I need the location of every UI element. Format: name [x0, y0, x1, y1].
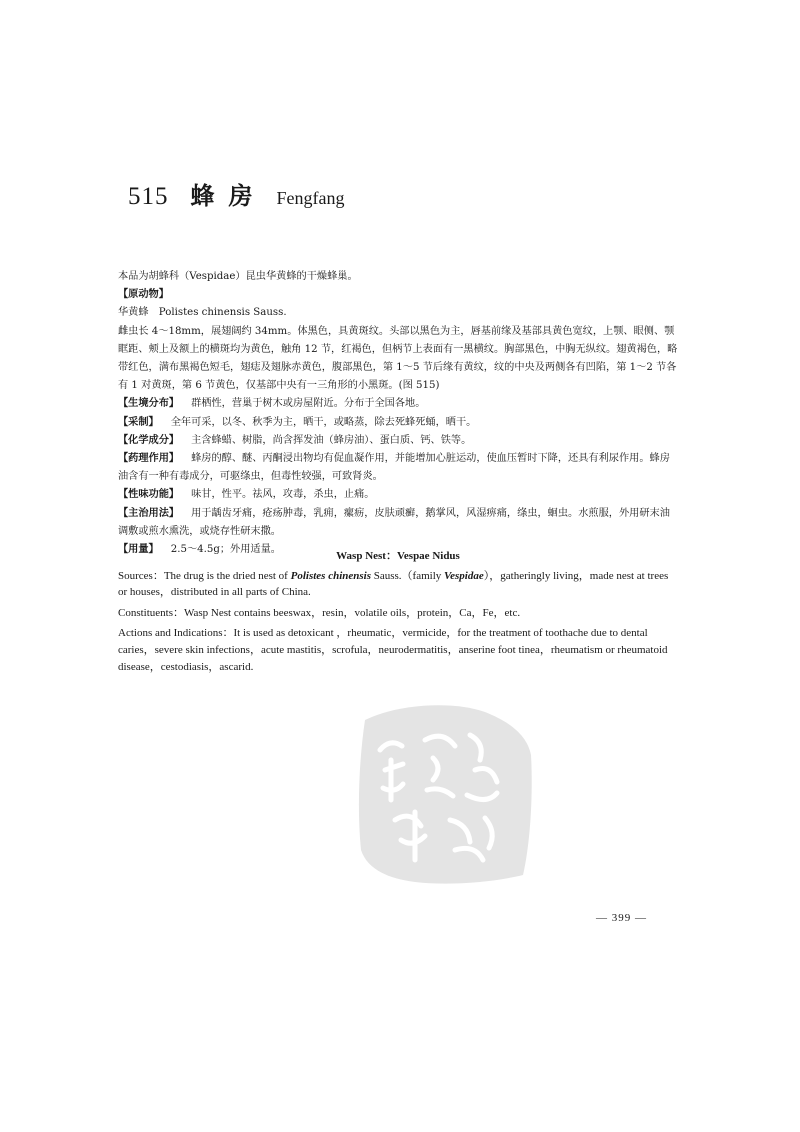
species-latin: Polistes chinensis	[290, 569, 371, 582]
pharmacology-section	[118, 450, 678, 486]
english-title: Wasp Nest：Vespae Nidus	[336, 550, 460, 562]
chemistry-text: 主含蜂蜡、树脂，尚含挥发油（蜂房油）、蛋白质、钙、铁等。	[191, 434, 472, 446]
collection-text: 全年可采，以冬、秋季为主，晒干，或略蒸，除去死蜂死蛹，晒干。	[170, 416, 477, 428]
family-latin: Vespidae	[444, 569, 484, 582]
english-sources: Sources：The drug is the dried nest of Polistes chinensis Sauss.（family Vespidae），gatheringly living，made nest at trees or houses，distributed in all parts of China.	[118, 569, 669, 599]
nature-label: 【性味功能】	[118, 489, 180, 501]
species-line: 华黄蜂 Polistes chinensis Sauss.	[118, 307, 287, 319]
entry-number: 515	[128, 183, 169, 210]
pharmacology-label: 【药理作用】	[118, 453, 180, 465]
collection-section	[118, 414, 678, 432]
indications-section	[118, 505, 678, 541]
indications-text: 用于龋齿牙痛，疮疡肿毒，乳痈，瘰疬，皮肤顽癣，鹅掌风，风湿痹痛，绦虫，蛔虫。水煎服，外用研末油调敷或煎水熏洗，或烧存性研末撒。	[118, 507, 670, 537]
page-number: — 399 —	[596, 912, 647, 924]
origin-label: 【原动物】	[118, 289, 169, 301]
collection-label: 【采制】	[118, 416, 159, 428]
dosage-text: 2.5～4.5g；外用适量。	[170, 544, 281, 556]
english-constituents: Constituents：Wasp Nest contains beeswax，resin，volatile oils，protein，Ca，Fe，etc.	[118, 606, 521, 619]
drug-name-chinese: 蜂房	[190, 182, 267, 210]
english-actions: Actions and Indications：It is used as detoxicant ，rheumatic，vermicide，for the treatment of toothache due to dental caries，severe skin infections，acute mastitis，scrofula，neurodermatitis，anserine foot tinea，rheumatism or rheumatoid disease，cestodiasis，ascarid.	[118, 627, 668, 673]
monograph-title	[128, 176, 344, 211]
chinese-text-block	[118, 268, 678, 559]
animal-description: 雌虫长 4～18mm，展翅阔约 34mm。体黑色，具黄斑纹。头部以黑色为主，唇基前缘及基部具黄色宽纹，上颚、眼侧、颚眶距、颊上及额上的横斑均为黄色，触角 12 节，红褐色，但柄节上表面有一黑横纹。胸部黑色，中胸无纵纹。翅黄褐色，略带红色，满布黑褐色短毛，翅痣及翅脉赤黄色，腹部黑色，第 1～5 节后缘有黄纹，纹的中央及两侧各有凹陷，第 1～2 节各有 1 对黄斑，第 6 节黄色，仅基部中央有一三角形的小黑斑。(图 515)	[118, 325, 678, 392]
indications-label: 【主治用法】	[118, 507, 180, 519]
seal-stamp-watermark	[355, 700, 535, 890]
nature-section	[118, 486, 678, 504]
pharmacology-text: 蜂房的醇、醚、丙酮浸出物均有促血凝作用，并能增加心脏运动，使血压暂时下降，还具有利尿作用。蜂房油含有一种有毒成分，可驱绦虫，但毒性较强，可致肾炎。	[118, 453, 670, 483]
english-summary	[118, 548, 678, 679]
chemistry-section	[118, 432, 678, 450]
habitat-section	[118, 395, 678, 413]
habitat-text: 群栖性，营巢于树木或房屋附近。分布于全国各地。	[191, 398, 426, 410]
chemistry-label: 【化学成分】	[118, 434, 180, 446]
nature-text: 味甘，性平。祛风，攻毒，杀虫，止痛。	[191, 489, 375, 501]
habitat-label: 【生境分布】	[118, 398, 180, 410]
intro-text: 本品为胡蜂科（Vespidae）昆虫华黄蜂的干燥蜂巢。	[118, 271, 358, 282]
dosage-label: 【用量】	[118, 544, 159, 556]
drug-name-pinyin: Fengfang	[276, 188, 345, 208]
